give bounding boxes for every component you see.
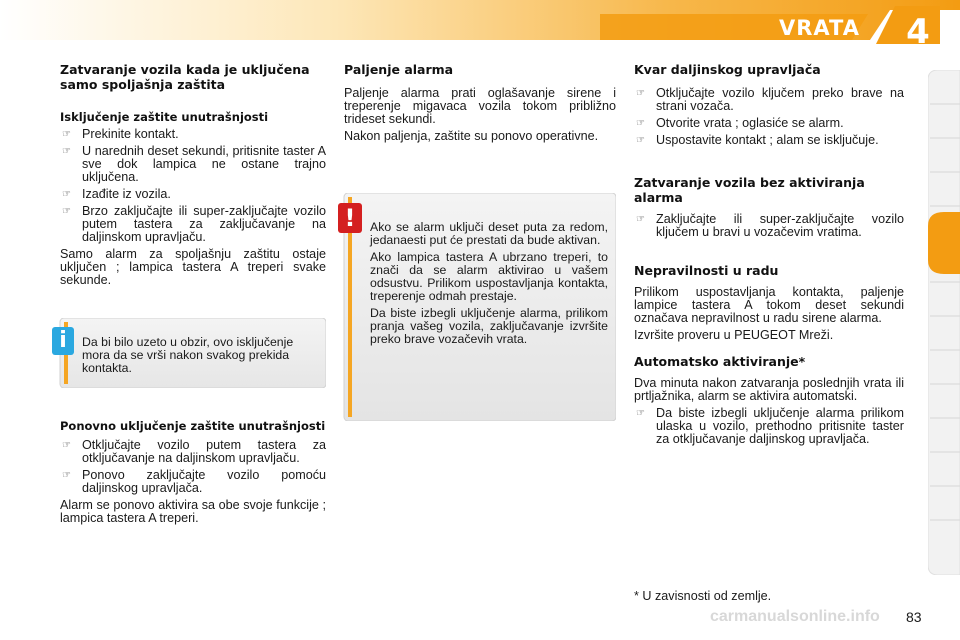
column-middle [344, 62, 616, 143]
paragraph-protection-operational: Nakon paljenja, zaštite su ponovo operativne. [344, 129, 599, 143]
list-item: ☞ Da biste izbegli uključenje alarma prilikom ulaska u vozilo, prethodno pritisnite taster za otključavanje daljinskog upravljača. [636, 406, 904, 446]
section-heading-remote-failure: Kvar daljinskog upravljača [634, 62, 821, 77]
footnote: * U zavisnosti od zemlje. [634, 589, 772, 603]
list-item: ☞ Otključajte vozilo ključem preko brave na strani vozača. [636, 86, 904, 113]
section-heading-alarm-trigger: Paljenje alarma [344, 62, 454, 77]
list-item: ☞ Otključajte vozilo putem tastera za otključavanje na daljinskom upravljaču. [62, 438, 326, 465]
section-heading-exterior-only: Zatvaranje vozila kada je uključena samo spoljašnja zaštita [60, 62, 310, 92]
list-item: ☞ Uspostavite kontakt ; alam se isključuje. [636, 133, 879, 147]
paragraph-auto-activation: Dva minuta nakon zatvaranja poslednjih vrata ili prtljažnika, alarm se aktivira automatski. [634, 376, 904, 403]
hand-pointing-icon: ☞ [62, 470, 71, 481]
column-right [634, 62, 904, 446]
chapter-number: 4 [906, 12, 930, 52]
list-item: ☞ Otvorite vrata ; oglasiće se alarm. [636, 116, 844, 130]
list-item: ☞ Ponovo zaključajte vozilo pomoću daljinskog upravljača. [62, 468, 326, 495]
info-text: Da bi bilo uzeto u obzir, ovo isključenje mora da se vrši nakon svakog prekida kontakta. [82, 335, 294, 375]
column-left-lower [60, 419, 326, 525]
warning-icon: ! [338, 203, 362, 233]
paragraph-alarm-trigger: Paljenje alarma prati oglašavanje sirene i treperenje migavaca vozila tokom približno trideset sekundi. [344, 86, 616, 126]
column-left [60, 62, 326, 287]
subheading-disable-interior: Isključenje zaštite unutrašnjosti [60, 110, 269, 124]
info-icon: i [52, 327, 74, 355]
section-heading-lock-without-alarm: Zatvaranje vozila bez aktiviranja alarma [634, 175, 865, 205]
hand-pointing-icon: ☞ [636, 118, 645, 129]
hand-pointing-icon: ☞ [636, 214, 645, 225]
info-box [58, 318, 326, 388]
paragraph-malfunction: Prilikom uspostavljanja kontakta, paljenje lampice tastera A tokom deset sekundi označava nepravilnost u radu sirene alarma. [634, 285, 904, 325]
hand-pointing-icon: ☞ [636, 88, 645, 99]
hand-pointing-icon: ☞ [636, 408, 645, 419]
hand-pointing-icon: ☞ [62, 129, 71, 140]
hand-pointing-icon: ☞ [62, 206, 71, 217]
list-item: ☞ Izađite iz vozila. [62, 187, 171, 201]
paragraph-alarm-reactivated: Alarm se ponovo aktivira sa obe svoje funkcije ; lampica tastera A treperi. [60, 498, 326, 525]
list-item: ☞ Brzo zaključajte ili super-zaključajte vozilo putem tastera za zaključavanje na daljinskom upravljaču. [62, 204, 326, 244]
warning-paragraph: Ako lampica tastera A ubrzano treperi, to znači da se alarm aktivirao u vašem odsustvu. Prilikom uspostavljanja kontakta, treperenje odmah prestaje. [370, 250, 608, 303]
section-heading-malfunctions: Nepravilnosti u radu [634, 263, 779, 278]
warning-box [342, 193, 616, 421]
chapter-title: VRATA [779, 16, 860, 40]
warning-paragraph: Ako se alarm uključi deset puta za redom, jedanaesti put će prestati da bude aktivan. [370, 220, 608, 247]
chapter-tabs [928, 70, 960, 575]
subheading-reenable-interior: Ponovno uključenje zaštite unutrašnjosti [60, 419, 326, 433]
hand-pointing-icon: ☞ [62, 440, 71, 451]
watermark: carmanualsonline.info [710, 608, 880, 625]
page-number: 83 [906, 609, 922, 625]
list-item: ☞ Prekinite kontakt. [62, 127, 179, 141]
list-item: ☞ U narednih deset sekundi, pritisnite taster A sve dok lampica ne ostane trajno uključena. [62, 144, 326, 184]
warning-paragraph: Da biste izbegli uključenje alarma, prilikom pranja vašeg vozila, zaključavanje izvršite preko brave vozačevih vrata. [370, 306, 608, 346]
hand-pointing-icon: ☞ [636, 135, 645, 146]
hand-pointing-icon: ☞ [62, 146, 71, 157]
section-heading-auto-activation: Automatsko aktiviranje* [634, 354, 806, 369]
list-item: ☞ Zaključajte ili super-zaključajte vozilo ključem u bravi u vozačevim vratima. [636, 212, 904, 239]
paragraph-exterior-alarm: Samo alarm za spoljašnju zaštitu ostaje uključen ; lampica tastera A treperi svake sekunde. [60, 247, 326, 287]
hand-pointing-icon: ☞ [62, 189, 71, 200]
paragraph-peugeot-network: Izvršite proveru u PEUGEOT Mreži. [634, 328, 834, 342]
